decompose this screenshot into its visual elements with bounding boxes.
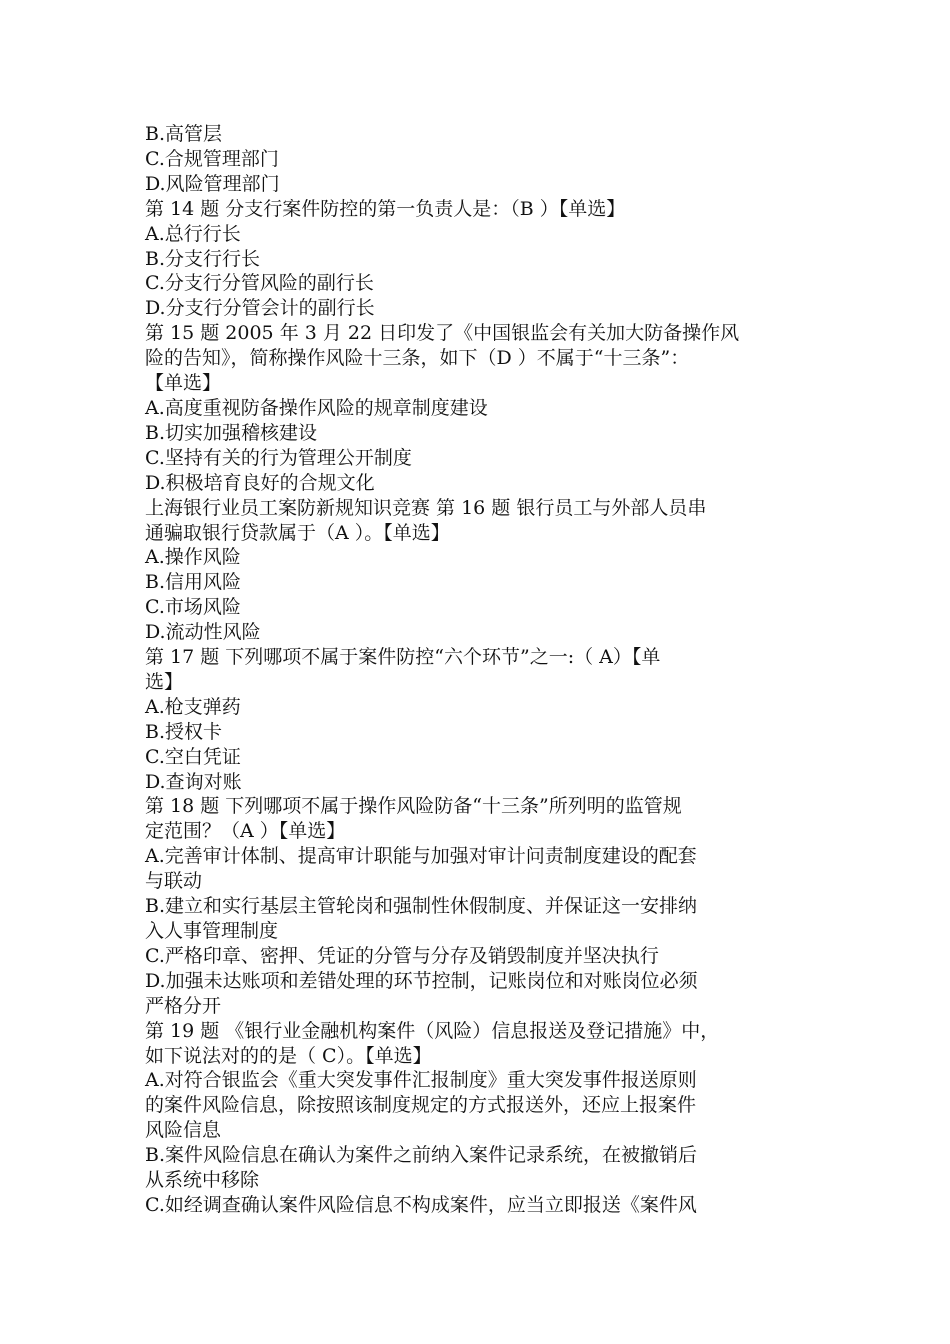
document-body (145, 122, 825, 1218)
text-line: 定范围？（A ）【单选】 (145, 820, 346, 843)
text-line: C.严格印章、密押、凭证的分管与分存及销毁制度并坚决执行 (145, 944, 659, 967)
text-line: A.操作风险 (145, 546, 241, 569)
text-line: D.流动性风险 (145, 621, 261, 644)
text-line: 入人事管理制度 (145, 920, 279, 942)
text-line: C.坚持有关的行为管理公开制度 (145, 446, 412, 469)
text-line: 第 18 题 下列哪项不属于操作风险防备“十三条”所列明的监管规 (145, 795, 682, 818)
text-line: 【单选】 (145, 372, 222, 395)
text-line: 第 14 题 分支行案件防控的第一负责人是：（B ）【单选】 (145, 197, 626, 220)
text-line: C.空白凭证 (145, 745, 241, 768)
text-line: C.分支行分管风险的副行长 (145, 272, 374, 295)
text-line: 第 19 题 《银行业金融机构案件（风险）信息报送及登记措施》中， (145, 1019, 720, 1042)
text-line: 严格分开 (145, 994, 222, 1017)
text-line: 通骗取银行贷款属于（A ）。【单选】 (145, 521, 450, 544)
text-line: C.合规管理部门 (145, 147, 279, 170)
text-line: B.案件风险信息在确认为案件之前纳入案件记录系统，在被撤销后 (145, 1144, 698, 1167)
text-line: 第 15 题 2005 年 3 月 22 日印发了《中国银监会有关加大防备操作风 (145, 322, 740, 345)
text-line: A.高度重视防备操作风险的规章制度建设 (145, 396, 488, 419)
text-line: B.信用风险 (145, 571, 242, 594)
text-line: D.查询对账 (145, 770, 242, 793)
text-line: B.高管层 (145, 123, 223, 145)
text-line: B.授权卡 (145, 720, 223, 743)
text-line: 从系统中移除 (145, 1169, 260, 1192)
text-line: C.如经调查确认案件风险信息不构成案件，应当立即报送《案件风 (145, 1193, 697, 1216)
text-line: A.对符合银监会《重大突发事件汇报制度》重大突发事件报送原则 (145, 1069, 697, 1092)
text-line: 上海银行业员工案防新规知识竞赛 第 16 题 银行员工与外部人员串 (145, 496, 707, 519)
text-line: D.加强未达账项和差错处理的环节控制，记账岗位和对账岗位必须 (145, 969, 698, 992)
text-line: 选】 (145, 670, 184, 693)
text-line: 与联动 (145, 870, 203, 893)
text-line: 如下说法对的的是（ C）。【单选】 (145, 1044, 432, 1067)
text-line: 险的告知》，简称操作风险十三条，如下（D ）不属于“十三条”： (145, 347, 690, 370)
text-line: 的案件风险信息，除按照该制度规定的方式报送外，还应上报案件 (145, 1094, 697, 1117)
text-line: B.建立和实行基层主管轮岗和强制性休假制度、并保证这一安排纳 (145, 895, 698, 918)
text-line: 第 17 题 下列哪项不属于案件防控“六个环节”之一:（ A）【单 (145, 646, 661, 669)
text-line: D.风险管理部门 (145, 172, 280, 195)
text-line: A.枪支弹药 (145, 695, 241, 718)
text-line: A.完善审计体制、提高审计职能与加强对审计问责制度建设的配套 (145, 845, 697, 868)
text-line: A.总行行长 (145, 222, 241, 245)
text-line: B.切实加强稽核建设 (145, 421, 318, 444)
text-line: B.分支行行长 (145, 247, 261, 270)
text-line: C.市场风险 (145, 596, 241, 619)
text-line: D.积极培育良好的合规文化 (145, 471, 375, 494)
text-line: 风险信息 (145, 1119, 222, 1142)
text-line: D.分支行分管会计的副行长 (145, 297, 375, 320)
